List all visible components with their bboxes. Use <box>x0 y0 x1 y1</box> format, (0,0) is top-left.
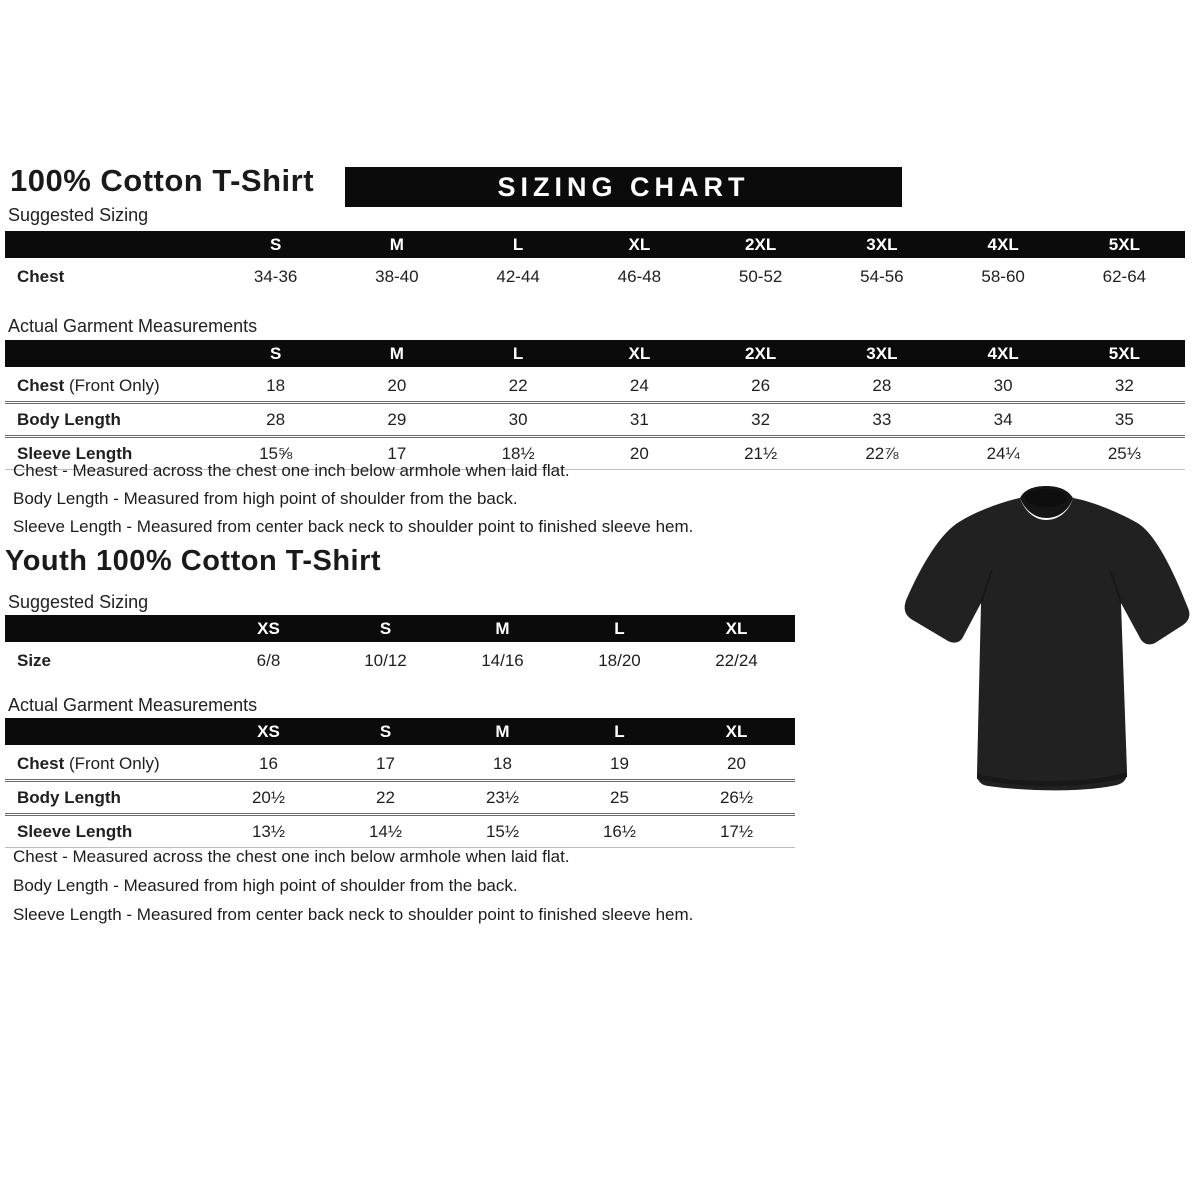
value-cell: 14/16 <box>481 650 524 670</box>
value-cell: 33 <box>821 403 942 437</box>
page-title: 100% Cotton T-Shirt <box>10 163 315 198</box>
measurement-note: Sleeve Length - Measured from center back neck to shoulder point to finished sleeve hem. <box>13 905 694 924</box>
tshirt-graphic <box>893 478 1193 808</box>
value-cell: 24 <box>629 375 649 395</box>
value-cell: 30 <box>993 375 1013 395</box>
value-cell: 23½ <box>444 781 561 815</box>
value-cell: 13½ <box>210 815 327 848</box>
col-header: M <box>336 340 457 369</box>
value-cell: 30 <box>458 403 579 437</box>
col-header: L <box>458 340 579 369</box>
value-cell: 34 <box>943 403 1064 437</box>
value-cell: 22 <box>508 375 528 395</box>
value-cell: 32 <box>1114 375 1134 395</box>
row-label: Size <box>17 650 52 670</box>
value-cell: 46-48 <box>617 266 662 286</box>
empty-corner-cell <box>5 718 210 747</box>
adult-actual-table <box>5 340 1185 470</box>
sizing-chart-banner <box>345 167 902 207</box>
value-cell: 28 <box>872 375 892 395</box>
empty-corner-cell <box>5 340 215 369</box>
row-label: Chest <box>17 266 65 286</box>
value-cell: 16½ <box>561 815 678 848</box>
value-cell: 29 <box>336 403 457 437</box>
value-cell: 32 <box>700 403 821 437</box>
empty-corner-cell <box>5 231 215 260</box>
table-header-row <box>5 231 1185 260</box>
value-cell: 35 <box>1064 403 1185 437</box>
col-header: 2XL <box>700 231 821 260</box>
value-cell: 58-60 <box>981 266 1025 286</box>
col-header: 3XL <box>821 231 942 260</box>
empty-corner-cell <box>5 615 210 644</box>
col-header: 4XL <box>943 340 1064 369</box>
table-row <box>5 260 1185 293</box>
col-header: XL <box>579 340 700 369</box>
value-cell: 28 <box>215 403 336 437</box>
value-cell: 22⅞ <box>821 437 942 470</box>
value-cell: 54-56 <box>860 266 904 286</box>
value-cell: 34-36 <box>253 266 298 286</box>
youth-title: Youth 100% Cotton T-Shirt <box>5 545 382 577</box>
col-header: 2XL <box>700 340 821 369</box>
table-row <box>5 781 795 815</box>
adult-measurement-notes <box>13 457 693 541</box>
value-cell: 18 <box>493 753 512 773</box>
value-cell: 50-52 <box>738 266 783 286</box>
measurement-note: Body Length - Measured from high point of shoulder from the back. <box>13 876 518 895</box>
value-cell: 18½ <box>458 437 579 470</box>
value-cell: 20 <box>727 753 746 773</box>
value-cell: 10/12 <box>364 650 407 670</box>
col-header: 4XL <box>943 231 1064 260</box>
value-cell: 22/24 <box>715 650 758 670</box>
row-label: Chest (Front Only) <box>17 753 160 773</box>
value-cell: 18 <box>266 375 286 395</box>
col-header: L <box>458 231 579 260</box>
col-header: 5XL <box>1064 231 1185 260</box>
col-header: XL <box>678 718 795 747</box>
row-label: Body Length <box>5 781 210 815</box>
value-cell: 26½ <box>678 781 795 815</box>
value-cell: 21½ <box>700 437 821 470</box>
value-cell: 16 <box>259 753 278 773</box>
row-label: Sleeve Length <box>5 815 210 848</box>
value-cell: 6/8 <box>256 650 281 670</box>
value-cell: 15⅝ <box>215 437 336 470</box>
table-row <box>5 747 795 781</box>
tshirt-image <box>893 478 1193 808</box>
adult-actual-measurements-label: Actual Garment Measurements <box>8 316 258 336</box>
col-header: XS <box>210 615 327 644</box>
youth-measurement-notes <box>13 842 693 929</box>
row-label: Body Length <box>5 403 215 437</box>
value-cell: 18/20 <box>598 650 641 670</box>
col-header: S <box>327 615 444 644</box>
table-header-row <box>5 615 795 644</box>
col-header: M <box>444 615 561 644</box>
youth-actual-table <box>5 718 795 848</box>
value-cell: 22 <box>327 781 444 815</box>
table-header-row <box>5 340 1185 369</box>
col-header: S <box>215 231 336 260</box>
row-label: Sleeve Length <box>5 437 215 470</box>
table-header-row <box>5 718 795 747</box>
value-cell: 19 <box>610 753 629 773</box>
measurement-note: Sleeve Length - Measured from center back neck to shoulder point to finished sleeve hem. <box>13 517 694 536</box>
value-cell: 20 <box>579 437 700 470</box>
value-cell: 17 <box>376 753 395 773</box>
col-header: L <box>561 615 678 644</box>
measurement-note: Body Length - Measured from high point of shoulder from the back. <box>13 489 518 508</box>
value-cell: 25 <box>561 781 678 815</box>
table-row <box>5 403 1185 437</box>
adult-suggested-sizing-label: Suggested Sizing <box>8 205 149 225</box>
value-cell: 38-40 <box>375 266 419 286</box>
value-cell: 31 <box>579 403 700 437</box>
value-cell: 25⅓ <box>1064 437 1185 470</box>
value-cell: 15½ <box>444 815 561 848</box>
value-cell: 17 <box>336 437 457 470</box>
col-header: XL <box>678 615 795 644</box>
col-header: M <box>336 231 457 260</box>
col-header: M <box>444 718 561 747</box>
value-cell: 26 <box>751 375 771 395</box>
col-header: 3XL <box>821 340 942 369</box>
col-header: XL <box>579 231 700 260</box>
value-cell: 14½ <box>327 815 444 848</box>
youth-suggested-sizing-label: Suggested Sizing <box>8 592 149 612</box>
col-header: S <box>327 718 444 747</box>
value-cell: 62-64 <box>1102 266 1147 286</box>
value-cell: 20 <box>387 375 407 395</box>
col-header: 5XL <box>1064 340 1185 369</box>
table-row <box>5 644 795 677</box>
youth-suggested-table <box>5 615 795 676</box>
youth-actual-measurements-label: Actual Garment Measurements <box>8 695 258 715</box>
table-row <box>5 369 1185 403</box>
value-cell: 20½ <box>210 781 327 815</box>
sizing-chart-banner-text: SIZING CHART <box>497 172 750 202</box>
measurement-note: Chest - Measured across the chest one inch below armhole when laid flat. <box>13 461 570 480</box>
row-label: Chest (Front Only) <box>17 375 160 395</box>
adult-suggested-table <box>5 231 1185 292</box>
col-header: L <box>561 718 678 747</box>
value-cell: 17½ <box>678 815 795 848</box>
col-header: S <box>215 340 336 369</box>
value-cell: 24¼ <box>943 437 1064 470</box>
value-cell: 42-44 <box>496 266 540 286</box>
col-header: XS <box>210 718 327 747</box>
measurement-note: Chest - Measured across the chest one inch below armhole when laid flat. <box>13 847 570 866</box>
